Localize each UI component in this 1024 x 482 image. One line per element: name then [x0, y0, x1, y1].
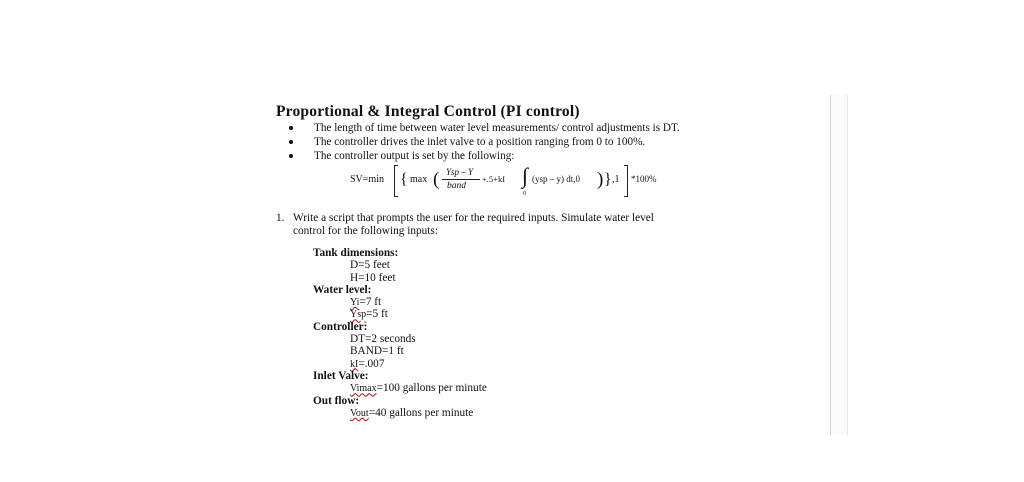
- formula-mid: +.5+kI: [482, 174, 506, 184]
- question-text-line-2: control for the following inputs:: [293, 225, 438, 237]
- page-title: Proportional & Integral Control (PI control): [276, 103, 580, 120]
- input-value-height: H=10 feet: [350, 271, 396, 284]
- input-value-setpoint: Ysp=5 ft: [350, 308, 388, 321]
- section-header-outflow: Out flow:: [313, 394, 360, 407]
- bullet-icon: [289, 154, 293, 158]
- inner-brace-left: {: [400, 171, 408, 188]
- section-header-tank: Tank dimensions:: [313, 247, 399, 259]
- bullet-list: [289, 121, 680, 163]
- input-value-band: BAND=1 ft: [350, 345, 404, 358]
- paren-right: ): [597, 169, 604, 190]
- bullet-item: The controller drives the inlet valve to a position ranging from 0 to 100%.: [289, 135, 680, 149]
- bullet-item: The controller output is set by the following:: [289, 149, 680, 163]
- section-header-controller: Controller:: [313, 320, 368, 333]
- input-value-diameter: D=5 feet: [350, 259, 390, 272]
- outer-bracket-right: [624, 165, 628, 197]
- input-list: [313, 247, 487, 419]
- question-text-line-1: Write a script that prompts the user for the required inputs. Simulate water level: [293, 212, 654, 224]
- input-value-vout: Vout=40 gallons per minute: [350, 406, 474, 419]
- integral-lower-limit: 0: [523, 191, 526, 197]
- formula-numerator: Ysp – Y: [446, 167, 474, 177]
- page-edge-divider: [830, 95, 848, 435]
- bullet-icon: [289, 126, 293, 130]
- bullet-icon: [289, 140, 293, 144]
- integral-icon: ∫: [522, 163, 529, 188]
- input-value-dt: DT=2 seconds: [350, 333, 416, 346]
- input-value-vimax: Vimax=100 gallons per minute: [350, 382, 487, 395]
- formula-denominator: band: [447, 181, 466, 191]
- pi-formula: [350, 162, 670, 200]
- formula-suffix: *100%: [631, 174, 657, 184]
- input-value-ki: kI=.007: [350, 357, 385, 370]
- bullet-item: The length of time between water level measurements/ control adjustments is DT.: [289, 121, 680, 135]
- paren-left: (: [433, 169, 440, 190]
- formula-after: ,1: [612, 174, 620, 185]
- formula-max: max: [410, 174, 428, 185]
- input-value-initial-level: Yi=7 ft: [350, 296, 382, 309]
- question-number: 1.: [276, 212, 285, 224]
- fraction-bar: [442, 179, 480, 180]
- formula-integrand: (ysp – y) dt,0: [532, 174, 580, 184]
- formula-lhs: SV=min: [350, 174, 384, 185]
- section-header-inlet-valve: Inlet Valve:: [313, 369, 369, 382]
- outer-bracket-left: [394, 165, 398, 197]
- inner-brace-right: }: [604, 171, 612, 188]
- section-header-water-level: Water level:: [313, 283, 372, 296]
